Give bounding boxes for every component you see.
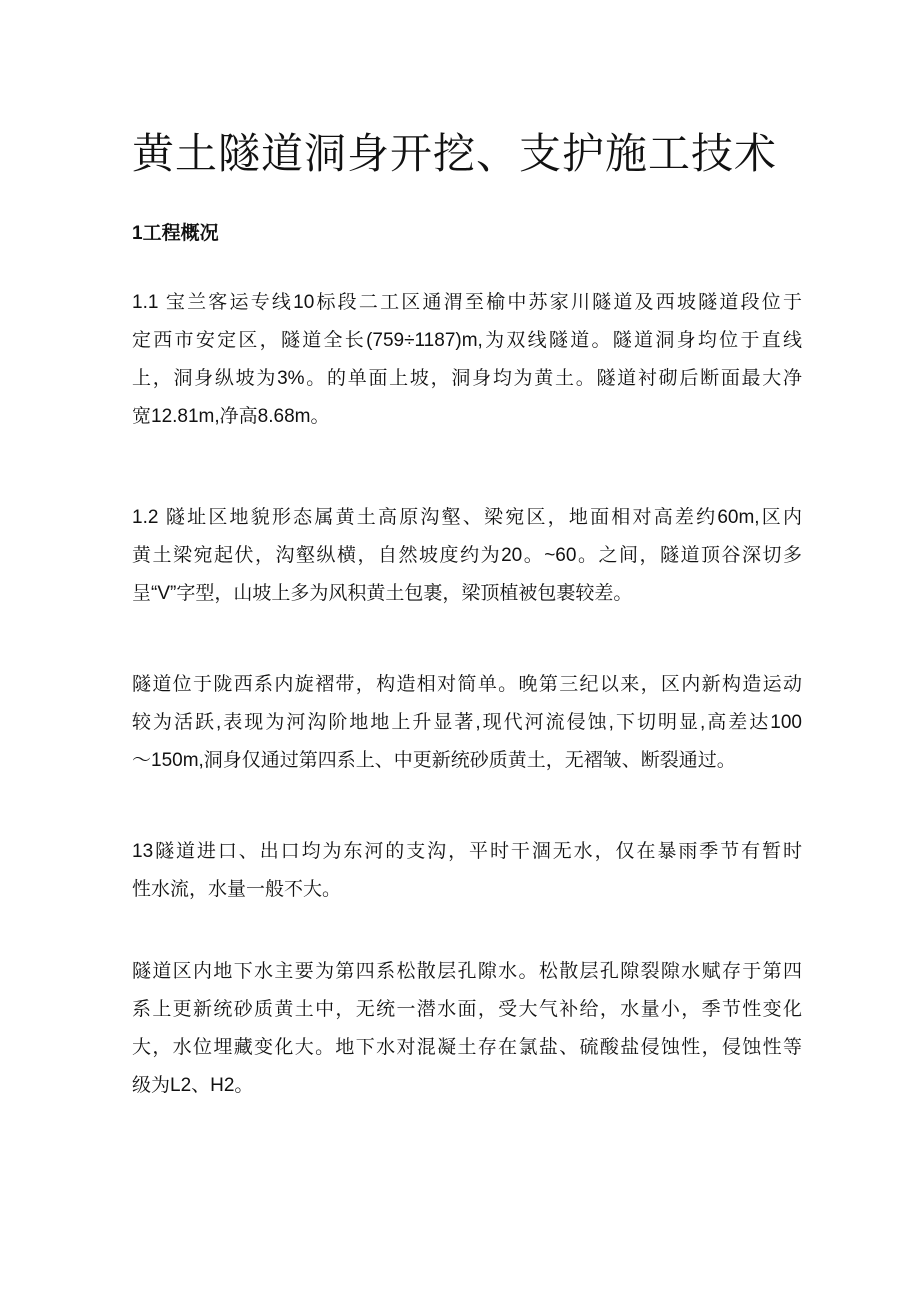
paragraph-line: 呈“V”字型，山坡上多为风积黄土包裹，梁顶植被包裹较差。 (132, 583, 633, 604)
paragraph-line: ～150m,洞身仅通过第四系上、中更新统砂质黄土，无褶皱、断裂通过。 (132, 750, 736, 771)
paragraph-line: 隧道位于陇西系内旋褶带，构造相对简单。晚第三纪以来，区内新构造运动 (132, 674, 802, 695)
paragraph-line: 级为L2、H2。 (132, 1075, 254, 1096)
paragraph-line: 上，洞身纵坡为3%。的单面上坡，洞身均为黄土。隧道衬砌后断面最大净 (132, 368, 802, 389)
paragraph-1-3 (132, 833, 802, 909)
paragraph-geology (132, 666, 802, 780)
section-heading: 1工程概况 (132, 223, 219, 244)
paragraph-line: 13隧道进口、出口均为东河的支沟，平时干涸无水，仅在暴雨季节有暂时 (132, 841, 802, 862)
paragraph-1-2 (132, 499, 802, 613)
paragraph-line: 系上更新统砂质黄土中，无统一潜水面，受大气补给，水量小，季节性变化 (132, 999, 802, 1020)
paragraph-line: 大，水位埋藏变化大。地下水对混凝土存在氯盐、硫酸盐侵蚀性，侵蚀性等 (132, 1037, 802, 1058)
paragraph-line: 定西市安定区，隧道全长(759÷1187)m,为双线隧道。隧道洞身均位于直线 (132, 330, 802, 351)
paragraph-line: 性水流，水量一般不大。 (132, 879, 342, 900)
paragraph-line: 宽12.81m,净高8.68m。 (132, 406, 330, 427)
paragraph-line: 黄土梁宛起伏，沟壑纵横，自然坡度约为20。~60。之间，隧道顶谷深切多 (132, 545, 802, 566)
paragraph-line: 1.2 隧址区地貌形态属黄土高原沟壑、梁宛区，地面相对高差约60m,区内 (132, 507, 802, 528)
paragraph-1-1 (132, 284, 802, 436)
paragraph-line: 隧道区内地下水主要为第四系松散层孔隙水。松散层孔隙裂隙水赋存于第四 (132, 961, 802, 982)
document-title: 黄土隧道洞身开挖、支护施工技术 (132, 129, 778, 178)
paragraph-line: 1.1 宝兰客运专线10标段二工区通渭至榆中苏家川隧道及西坡隧道段位于 (132, 292, 802, 313)
paragraph-line: 较为活跃,表现为河沟阶地地上升显著,现代河流侵蚀,下切明显,高差达100 (132, 712, 802, 733)
paragraph-groundwater (132, 953, 802, 1105)
